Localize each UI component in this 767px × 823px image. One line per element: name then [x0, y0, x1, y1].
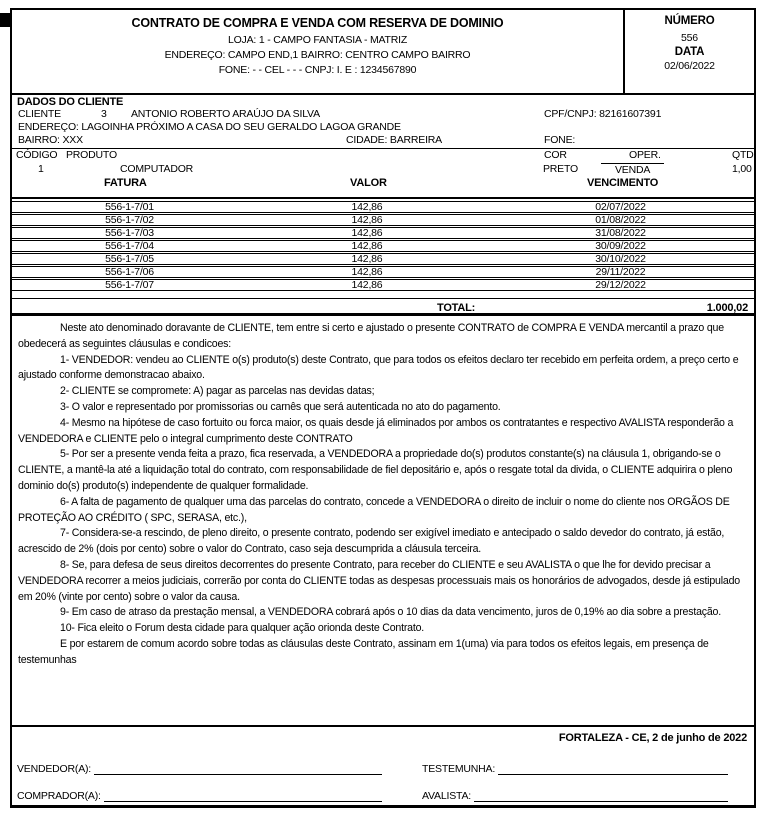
client-cpf-cnpj: CPF/CNPJ: 82161607391 [544, 108, 662, 120]
installment-valor: 142,86 [351, 266, 383, 278]
installment-valor: 142,86 [351, 227, 383, 239]
installment-row [12, 240, 754, 252]
clause-paragraph: 1- VENDEDOR: vendeu ao CLIENTE o(s) produto(s) deste Contrato, que para todos os efeitos declaro ter recebido em perfeita ordem, a preço certo e ajustado conforme demonstracao abaixo. [18, 353, 739, 382]
vendor-label: VENDEDOR(A): [17, 763, 92, 775]
contract-page [10, 8, 756, 808]
installment-vencimento: 29/11/2022 [595, 266, 646, 278]
number-label: NÚMERO [664, 15, 715, 27]
installment-row [12, 253, 754, 265]
client-code: 3 [101, 108, 107, 120]
product-oper-header: OPER. [629, 149, 661, 161]
vencimento-header: VENCIMENTO [587, 177, 659, 189]
installment-fatura: 556-1-7/01 [105, 201, 154, 213]
installment-fatura: 556-1-7/07 [105, 279, 154, 291]
installment-row [12, 227, 754, 239]
product-name-header: PRODUTO [66, 149, 117, 161]
installment-fatura: 556-1-7/02 [105, 214, 154, 226]
clause-paragraph: Neste ato denominado doravante de CLIENTE, tem entre si certo e ajustado o presente CONTRATO de COMPRA E VENDA mercantil a prazo que obedecerá as seguintes cláusulas e condicoes: [18, 322, 724, 350]
store-phone-line: FONE: - - CEL - - - CNPJ: I. E : 1234567890 [218, 64, 417, 76]
clause-paragraph: 9- Em caso de atraso da prestação mensal, a VENDEDORA cobrará após o 10 dias da data vencimento, juros de 0,19% ao dia sobre a prestação. [60, 606, 721, 619]
client-section-title: DADOS DO CLIENTE [17, 96, 124, 108]
installment-vencimento: 01/08/2022 [595, 214, 646, 226]
date-value: 02/06/2022 [664, 60, 715, 72]
installment-vencimento: 29/12/2022 [595, 279, 646, 291]
clause-paragraph: 5- Por ser a presente venda feita a prazo, fica reservada, a VENDEDORA a propriedade do(s) produtos constante(s) na cláusula 1, obrigando-se o CLIENTE, a mantê-la até a liquidação total do contrato, com responsabilidade de fiel depositário e, após o resgate total da divida, o CLIENTE adquirira o pleno dominio do(s) produto(s) independente de qualquer formalidade. [18, 448, 733, 492]
product-color-header: COR [544, 149, 567, 161]
product-value-row [12, 163, 754, 177]
client-name: ANTONIO ROBERTO ARAÚJO DA SILVA [131, 108, 320, 120]
witness-label: TESTEMUNHA: [422, 763, 496, 775]
store-address-line: ENDEREÇO: CAMPO END,1 BAIRRO: CENTRO CAMPO BAIRRO [164, 49, 471, 61]
header-store-block [12, 10, 623, 93]
clause-paragraph: 10- Fica eleito o Forum desta cidade para qualquer ação orionda deste Contrato. [60, 622, 425, 635]
signature-row-1 [17, 763, 742, 775]
client-row-3 [16, 134, 750, 147]
installment-fatura: 556-1-7/06 [105, 266, 154, 278]
product-qty-value: 1,00 [732, 163, 752, 175]
installment-vencimento: 30/10/2022 [595, 253, 646, 265]
number-value: 556 [681, 32, 698, 44]
client-address: ENDEREÇO: LAGOINHA PRÓXIMO A CASA DO SEU GERALDO LAGOA GRANDE [18, 121, 401, 133]
document-title: CONTRATO DE COMPRA E VENDA COM RESERVA DE DOMINIO [131, 16, 504, 30]
buyer-signature-line [104, 790, 382, 802]
header-number-block [623, 10, 754, 93]
product-name-value: COMPUTADOR [120, 163, 194, 175]
buyer-signature [17, 790, 382, 802]
vendor-signature [17, 763, 382, 775]
guarantor-signature-line [474, 790, 728, 802]
clause-paragraph: 8- Se, para defesa de seus direitos decorrentes do presente Contrato, para receber do CLIENTE e seu AVALISTA o que lhe for devido precisar a VENDEDORA recorrer a meios judiciais, correrão por conta do CLIENTE todas as despesas processuais mais os honorários de advogados, desde já estipulado em 20% (vinte por cento) sobre o valor da causa. [18, 558, 740, 603]
witness-signature-line [498, 763, 728, 775]
buyer-label: COMPRADOR(A): [17, 790, 101, 802]
footer-section [12, 725, 754, 806]
total-label: TOTAL: [437, 302, 476, 314]
clauses-body [12, 316, 754, 725]
product-header-row [12, 149, 754, 163]
total-row [12, 298, 754, 316]
product-oper-value: VENDA [601, 163, 664, 176]
client-label: CLIENTE [18, 108, 61, 120]
installment-valor: 142,86 [351, 279, 383, 291]
product-code-header: CÓDIGO [16, 149, 58, 161]
installment-valor: 142,86 [351, 253, 383, 265]
installment-valor: 142,86 [351, 214, 383, 226]
clause-paragraph: E por estarem de comum acordo sobre todas as cláusulas deste Contrato, assinam em 1(uma) via para todos os efeitos legais, em presença de testemunhas [18, 637, 709, 666]
installment-fatura: 556-1-7/03 [105, 227, 154, 239]
date-label: DATA [674, 46, 705, 58]
signature-row-2 [17, 790, 742, 802]
witness-signature [422, 763, 728, 775]
installment-vencimento: 30/09/2022 [595, 240, 646, 252]
fatura-header: FATURA [104, 177, 147, 189]
installment-valor: 142,86 [351, 201, 383, 213]
installment-row [12, 266, 754, 278]
installments-table-body [12, 197, 754, 298]
vendor-signature-line [94, 763, 382, 775]
valor-header: VALOR [350, 177, 387, 189]
installment-vencimento: 31/08/2022 [595, 227, 646, 239]
client-district: BAIRRO: XXX [18, 134, 83, 146]
clause-paragraph: 3- O valor e representado por promissorias ou carnês que será autenticada no ato do pagamento. [60, 400, 501, 413]
city-date-line: FORTALEZA - CE, 2 de junho de 2022 [558, 732, 747, 744]
guarantor-signature [422, 790, 728, 802]
installment-row [12, 201, 754, 213]
header-section [12, 10, 754, 95]
installment-row [12, 279, 754, 291]
installment-fatura: 556-1-7/05 [105, 253, 154, 265]
clause-paragraph: 2- CLIENTE se compromete: A) pagar as parcelas nas devidas datas; [60, 385, 375, 398]
product-code-value: 1 [38, 163, 44, 175]
clause-paragraph: 7- Considera-se-a rescindo, de pleno direito, o presente contrato, podendo ser exigível imediato e antecipado o saldo devedor do contrato, já estão, acrescido de 2% (dois por cento) sobre o valor do Contrato, caso seja descumprida a cláusula terceira. [18, 527, 725, 556]
client-row-1 [16, 108, 750, 121]
product-section [12, 148, 754, 197]
client-section [12, 95, 754, 148]
total-value: 1.000,02 [706, 302, 748, 314]
clause-paragraph: 4- Mesmo na hipótese de caso fortuito ou forca maior, os quais desde já eliminados por ambos os contratantes e respectivo AVALISTA responderão a VENDEDORA e CLIENTE pelo o integral cumprimento deste CONTRATO [18, 416, 734, 445]
installment-row [12, 214, 754, 226]
client-row-2 [16, 121, 750, 134]
installment-fatura: 556-1-7/04 [105, 240, 154, 252]
clause-paragraph: 6- A falta de pagamento de qualquer uma das parcelas do contrato, concede a VENDEDORA o direito de incluir o nome do cliente nos ORGÃOS DE PROTEÇÃO AO CRÉDITO ( SPC, SERASA, etc.), [18, 495, 730, 524]
installment-vencimento: 02/07/2022 [595, 201, 646, 213]
guarantor-label: AVALISTA: [422, 790, 471, 802]
product-qty-header: QTD [732, 149, 754, 161]
client-phone: FONE: [544, 134, 576, 146]
product-color-value: PRETO [543, 163, 578, 175]
installment-valor: 142,86 [351, 240, 383, 252]
installments-header-row [12, 177, 754, 192]
store-line: LOJA: 1 - CAMPO FANTASIA - MATRIZ [227, 34, 408, 46]
client-city: CIDADE: BARREIRA [346, 134, 442, 146]
